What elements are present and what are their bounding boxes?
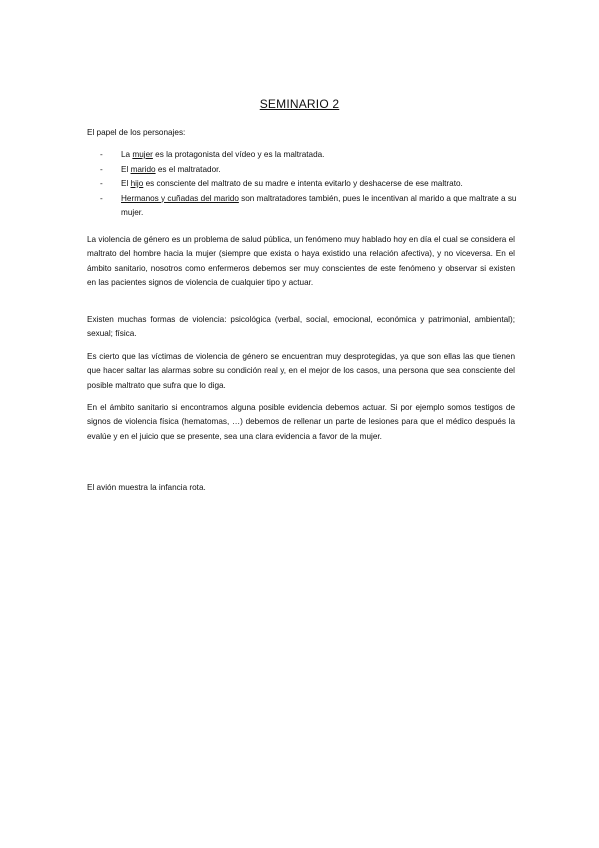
- character-list: [100, 148, 520, 221]
- list-item: - Hermanos y cuñadas del marido son maltratadores también, pues le incentivan al marido a que maltrate a su mujer.: [100, 193, 517, 217]
- bullet-dash: -: [100, 179, 103, 188]
- bullet-dash: -: [100, 164, 103, 174]
- page-title: SEMINARIO 2: [259, 97, 340, 111]
- character-term: hijo: [130, 179, 144, 188]
- bullet-dash: -: [100, 193, 103, 203]
- bullet-dash: -: [100, 150, 103, 159]
- paragraph-gender-violence: La violencia de género es un problema de salud pública, un fenómeno muy hablado hoy en día el cual se considera el maltrato del hombre hacia la mujer (siempre que exista o haya existido una relación afectiva), y no viceversa. En el ámbito sanitario, nosotros como enfermeros debemos ser muy conscientes de este fenómeno y observar si existen en las pacientes signos de violencia de cualquier tipo y actuar.: [87, 235, 515, 288]
- character-term: marido: [130, 164, 156, 174]
- character-term: Hermanos y cuñadas del marido: [121, 193, 239, 203]
- paragraph-airplane: El avión muestra la infancia rota.: [87, 483, 206, 492]
- character-term: mujer: [132, 150, 153, 159]
- intro-line: El papel de los personajes:: [87, 128, 186, 137]
- paragraph-forms-of-violence: Existen muchas formas de violencia: psicológica (verbal, social, emocional, económica y patrimonial, ambiental); sexual; física.: [87, 315, 515, 339]
- list-item: - La mujer es la protagonista del vídeo y es la maltratada.: [100, 148, 520, 163]
- list-item: - El marido es el maltratador.: [100, 163, 520, 178]
- list-item: - El hijo es consciente del maltrato de su madre e intenta evitarlo y deshacerse de ese maltrato.: [100, 177, 520, 192]
- paragraph-healthcare-action: En el ámbito sanitario si encontramos alguna posible evidencia debemos actuar. Si por ejemplo somos testigos de signos de violencia física (hematomas, …) debemos de rellenar un parte de lesiones para que el médico después la evalúe y en el juicio que se presente, sea una clara evidencia a favor de la mujer.: [87, 403, 515, 441]
- paragraph-victims: Es cierto que las víctimas de violencia de género se encuentran muy desprotegidas, ya que son ellas las que tienen que hacer saltar las alarmas sobre su condición real y, en el mejor de los casos, una persona que sea consciente del posible maltrato que sufra que lo diga.: [87, 352, 515, 390]
